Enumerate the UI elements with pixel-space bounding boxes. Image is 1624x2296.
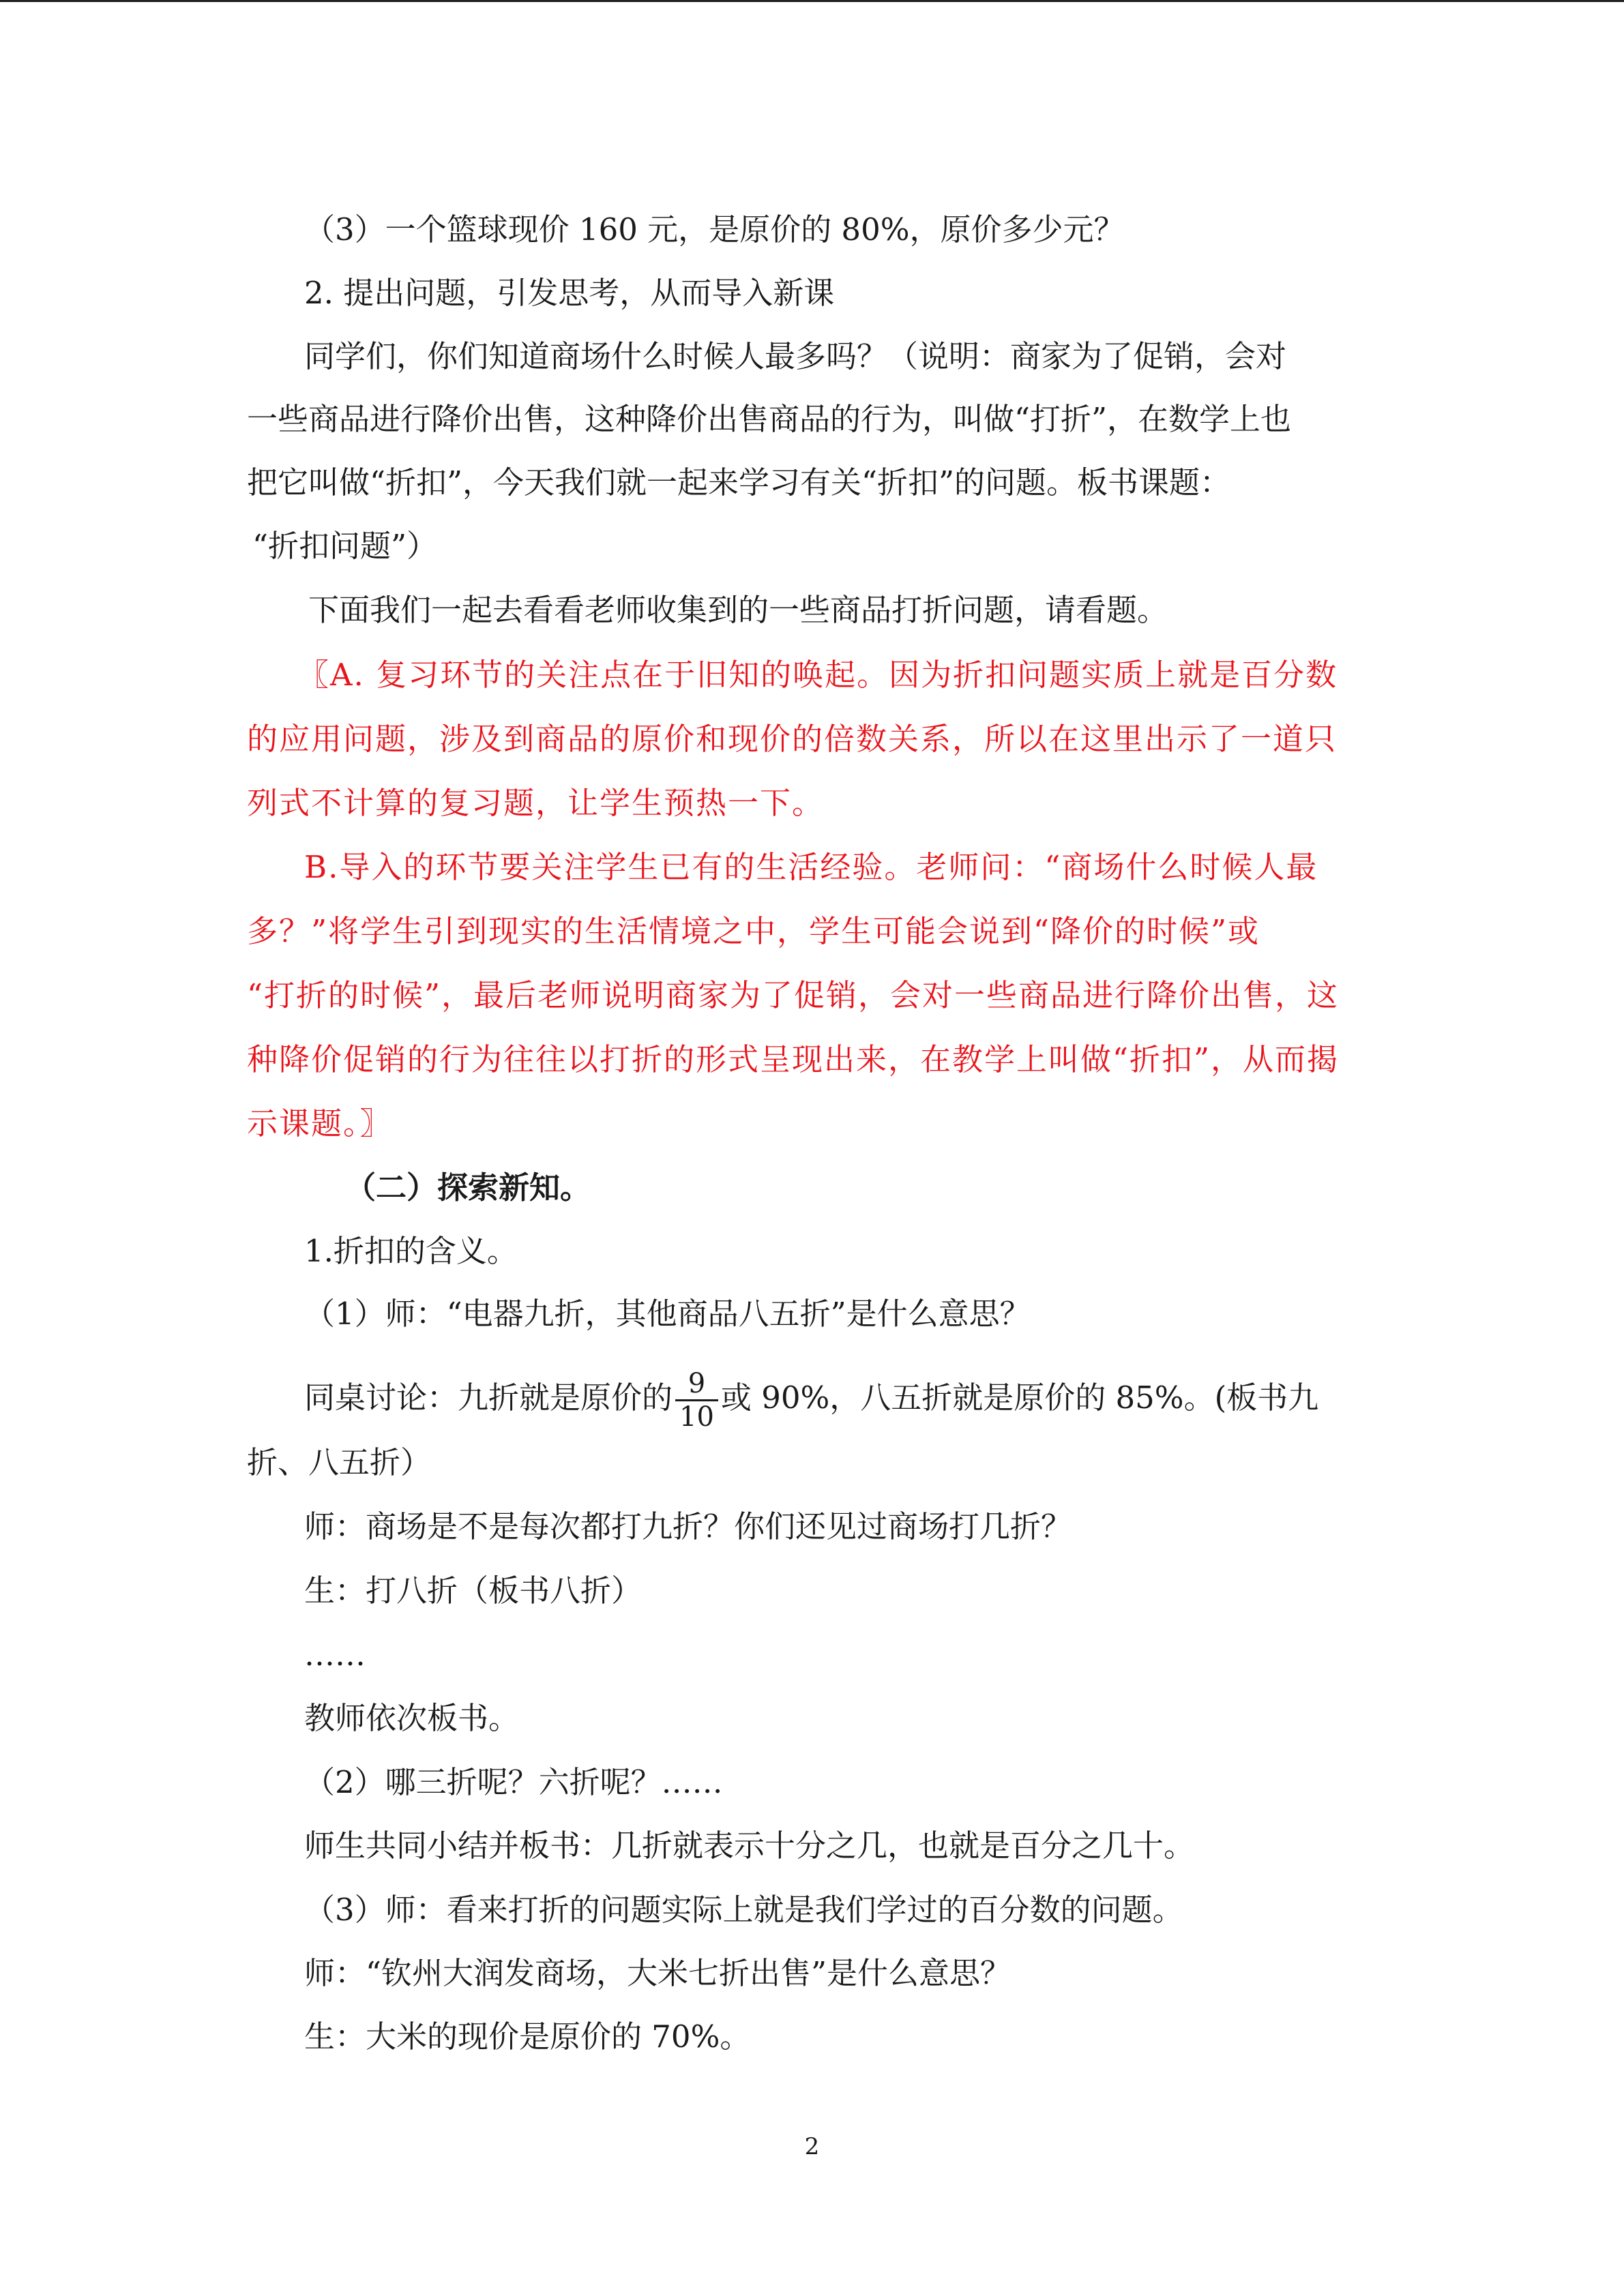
annotation-line: B.导入的环节要关注学生已有的生活经验。老师问：“商场什么时候人最 (304, 849, 1318, 885)
paragraph-line: 师：“钦州大润发商场，大米七折出售”是什么意思？ (304, 1955, 1012, 1991)
fraction-trail-text: 或 90%，八五折就是原价的 85%。(板书九 (720, 1380, 1319, 1416)
paragraph-line: （3）师：看来打折的问题实际上就是我们学过的百分数的问题。 (304, 1892, 1183, 1928)
paragraph-line: 教师依次板书。 (304, 1700, 520, 1736)
paragraph-line: 折、八五折） (247, 1444, 432, 1480)
paragraph-line: （3）一个篮球现价 160 元，是原价的 80%，原价多少元？ (304, 211, 1125, 248)
paragraph-line: （1）师：“电器九折，其他商品八五折”是什么意思？ (304, 1296, 1031, 1332)
paragraph-line: 生：大米的现价是原价的 70%。 (304, 2018, 751, 2055)
paragraph-line: 下面我们一起去看看老师收集到的一些商品打折问题，请看题。 (308, 592, 1168, 628)
paragraph-line: （2）哪三折呢？六折呢？…… (304, 1764, 723, 1800)
paragraph-line-with-fraction (0, 1368, 1624, 1433)
fraction-nine-tenths (675, 1368, 718, 1433)
paragraph-line: 1.折扣的含义。 (304, 1233, 518, 1269)
paragraph-line: 师：商场是不是每次都打九折？你们还见过商场打几折？ (304, 1508, 1072, 1545)
paragraph-line: 把它叫做“折扣”，今天我们就一起来学习有关“折扣”的问题。板书课题： (247, 464, 1231, 501)
paragraph-line: …… (304, 1637, 366, 1673)
section-heading: （二）探索新知。 (345, 1169, 591, 1206)
annotation-line: 的应用问题，涉及到商品的原价和现价的倍数关系，所以在这里出示了一道只 (247, 721, 1338, 757)
paragraph-line: 同学们，你们知道商场什么时候人最多吗？（说明：商家为了促销，会对 (304, 338, 1287, 374)
paragraph-line: 2. 提出问题，引发思考，从而导入新课 (304, 275, 835, 311)
fraction-denominator: 10 (679, 1401, 714, 1433)
fraction-numerator: 9 (675, 1368, 718, 1401)
annotation-line: 示课题。〗 (247, 1105, 392, 1142)
annotation-line: “打折的时候”，最后老师说明商家为了促销，会对一些商品进行降价出售，这 (247, 977, 1340, 1013)
annotation-line: 多？”将学生引到现实的生活情境之中，学生可能会说到“降价的时候”或 (247, 913, 1260, 949)
annotation-line: 列式不计算的复习题，让学生预热一下。 (247, 785, 825, 821)
page-number: 2 (804, 2133, 820, 2160)
fraction-lead-text: 同桌讨论：九折就是原价的 (304, 1380, 673, 1416)
paragraph-line: “折扣问题”） (252, 528, 438, 564)
paragraph-line: 生：打八折（板书八折） (304, 1572, 643, 1609)
paragraph-line: 一些商品进行降价出售，这种降价出售商品的行为，叫做“打折”，在数学上也 (247, 401, 1292, 437)
annotation-line: 种降价促销的行为往往以打折的形式呈现出来，在教学上叫做“折扣”，从而揭 (247, 1041, 1340, 1077)
paragraph-line: 师生共同小结并板书：几折就表示十分之几，也就是百分之几十。 (304, 1828, 1195, 1864)
annotation-line: 〖A. 复习环节的关注点在于旧知的唤起。因为折扣问题实质上就是百分数 (298, 657, 1338, 693)
